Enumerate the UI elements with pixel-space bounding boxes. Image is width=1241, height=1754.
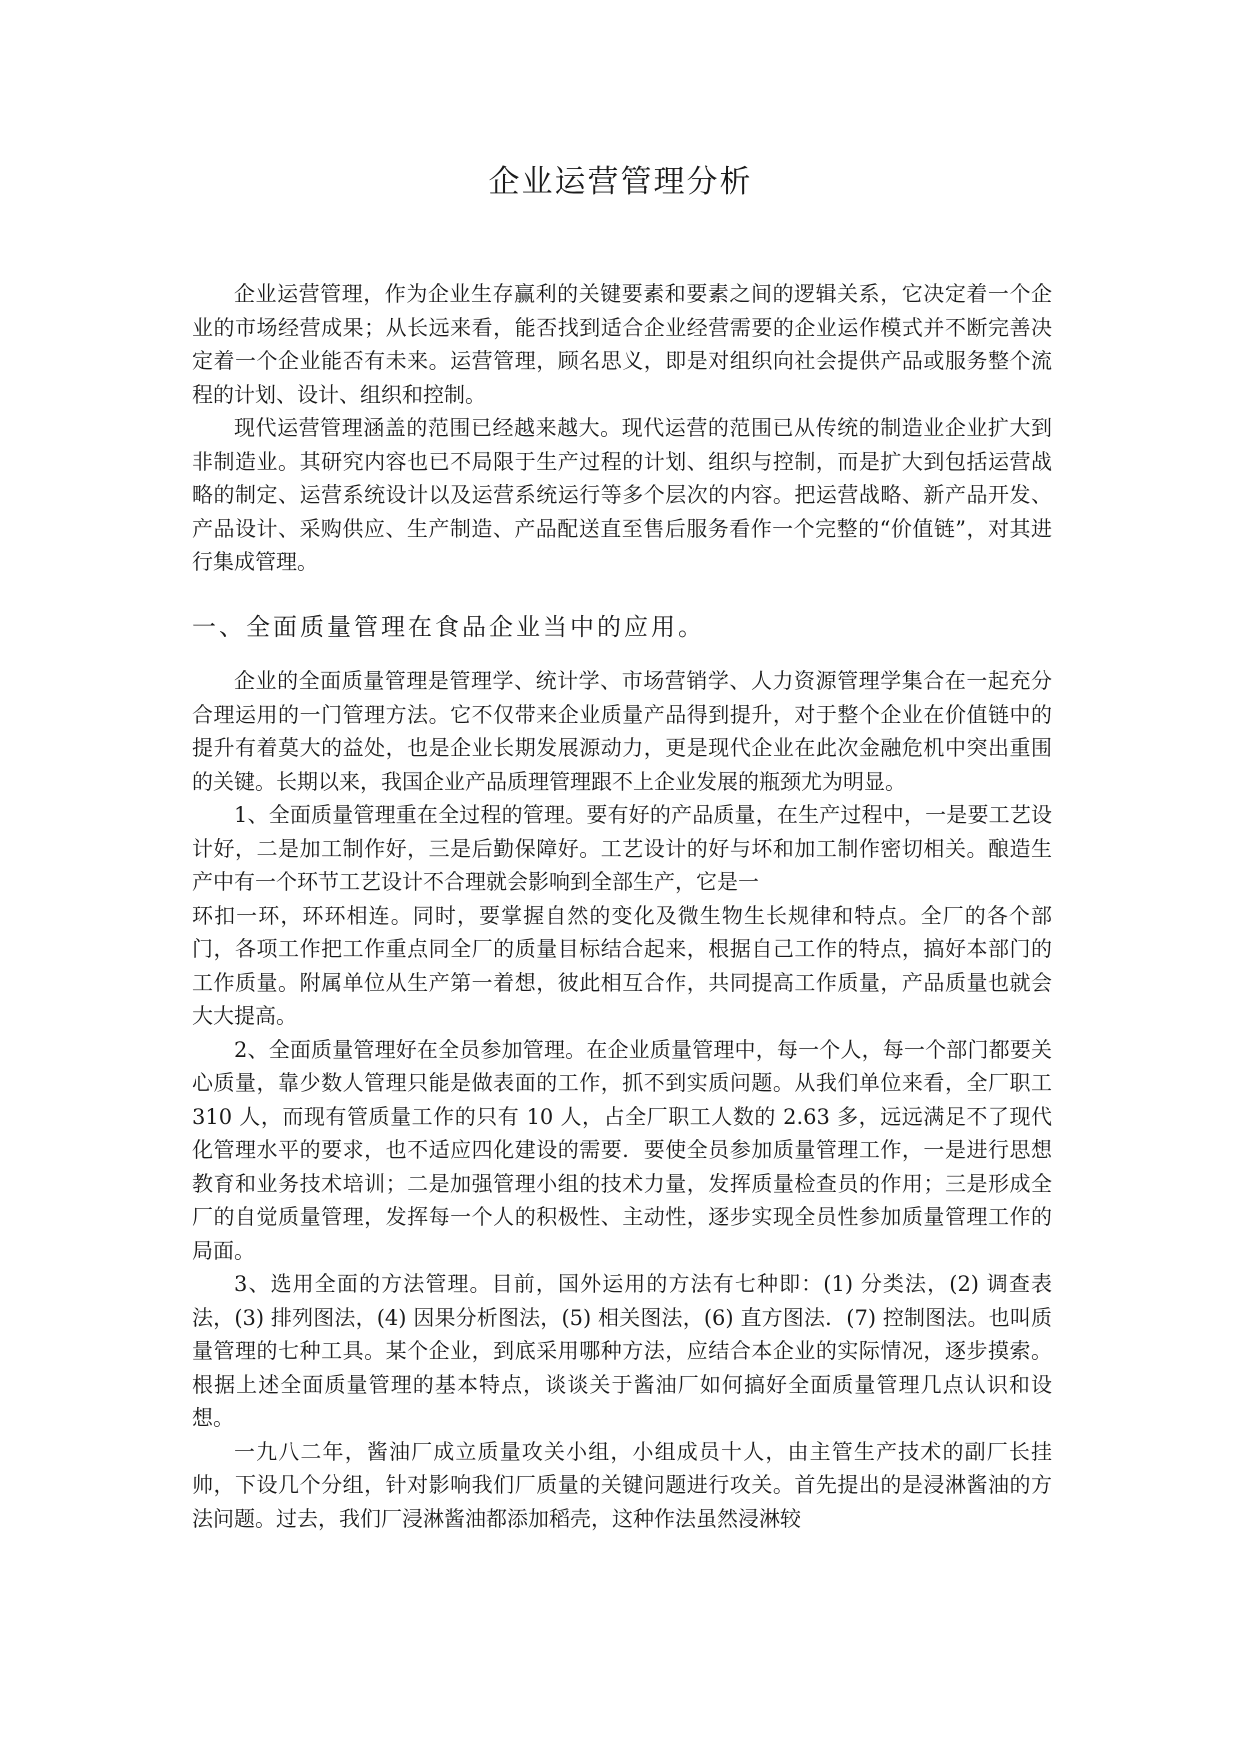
section-body bbox=[192, 665, 1052, 1536]
intro-section bbox=[192, 278, 1052, 580]
intro-paragraph: 现代运营管理涵盖的范围已经越来越大。现代运营的范围已从传统的制造业企业扩大到非制造业。其研究内容也已不局限于生产过程的计划、组织与控制，而是扩大到包括运营战略的制定、运营系统设计以及运营系统运行等多个层次的内容。把运营战略、新产品开发、产品设计、采购供应、生产制造、产品配送直至售后服务看作一个完整的“价值链”，对其进行集成管理。 bbox=[192, 416, 1052, 574]
body-paragraph: 1、全面质量管理重在全过程的管理。要有好的产品质量，在生产过程中，一是要工艺设计好，二是加工制作好，三是后勤保障好。工艺设计的好与坏和加工制作密切相关。酿造生产中有一个环节工艺设计不合理就会影响到全部生产，它是一 bbox=[192, 803, 1052, 894]
body-paragraph: 3、选用全面的方法管理。目前，国外运用的方法有七种即：(1) 分类法，(2) 调查表法，(3) 排列图法，(4) 因果分析图法，(5) 相关图法，(6) 直方图法．(7) 控制图法。也叫质量管理的七种工具。某个企业，到底采用哪种方法，应结合本企业的实际情况，逐步摸索。根据上述全面质量管理的基本特点，谈谈关于酱油厂如何搞好全面质量管理几点认识和设想。 bbox=[192, 1272, 1052, 1430]
body-paragraph: 环扣一环，环环相连。同时，要掌握自然的变化及微生物生长规律和特点。全厂的各个部门，各项工作把工作重点同全厂的质量目标结合起来，根据自己工作的特点，搞好本部门的工作质量。附属单位从生产第一着想，彼此相互合作，共同提高工作质量，产品质量也就会大大提高。 bbox=[192, 903, 1052, 1028]
body-paragraph: 2、全面质量管理好在全员参加管理。在企业质量管理中，每一个人，每一个部门都要关心质量，靠少数人管理只能是做表面的工作，抓不到实质问题。从我们单位来看，全厂职工 310 人，而现有管质量工作的只有 10 人，占全厂职工人数的 2.63 多，远远满足不了现代化管理水平的要求，也不适应四化建设的需要．要使全员参加质量管理工作，一是进行思想教育和业务技术培训；二是加强管理小组的技术力量，发挥质量检查员的作用；三是形成全厂的自觉质量管理，发挥每一个人的积极性、主动性，逐步实现全员性参加质量管理工作的局面。 bbox=[192, 1037, 1052, 1263]
body-paragraph: 企业的全面质量管理是管理学、统计学、市场营销学、人力资源管理学集合在一起充分合理运用的一门管理方法。它不仅带来企业质量产品得到提升，对于整个企业在价值链中的提升有着莫大的益处，也是企业长期发展源动力，更是现代企业在此次金融危机中突出重围的关键。长期以来，我国企业产品质理管理跟不上企业发展的瓶颈尤为明显。 bbox=[192, 669, 1052, 794]
intro-paragraph: 企业运营管理，作为企业生存赢利的关键要素和要素之间的逻辑关系，它决定着一个企业的市场经营成果；从长远来看，能否找到适合企业经营需要的企业运作模式并不断完善决定着一个企业能否有未来。运营管理，顾名思义，即是对组织向社会提供产品或服务整个流程的计划、设计、组织和控制。 bbox=[192, 282, 1052, 407]
section-heading: 一、全面质量管理在食品企业当中的应用。 bbox=[192, 613, 705, 641]
document-title: 企业运营管理分析 bbox=[488, 164, 753, 200]
body-paragraph: 一九八二年，酱油厂成立质量攻关小组，小组成员十人，由主管生产技术的副厂长挂帅，下设几个分组，针对影响我们厂质量的关键问题进行攻关。首先提出的是浸淋酱油的方法问题。过去，我们厂浸淋酱油都添加稻壳，这种作法虽然浸淋较 bbox=[192, 1439, 1052, 1531]
